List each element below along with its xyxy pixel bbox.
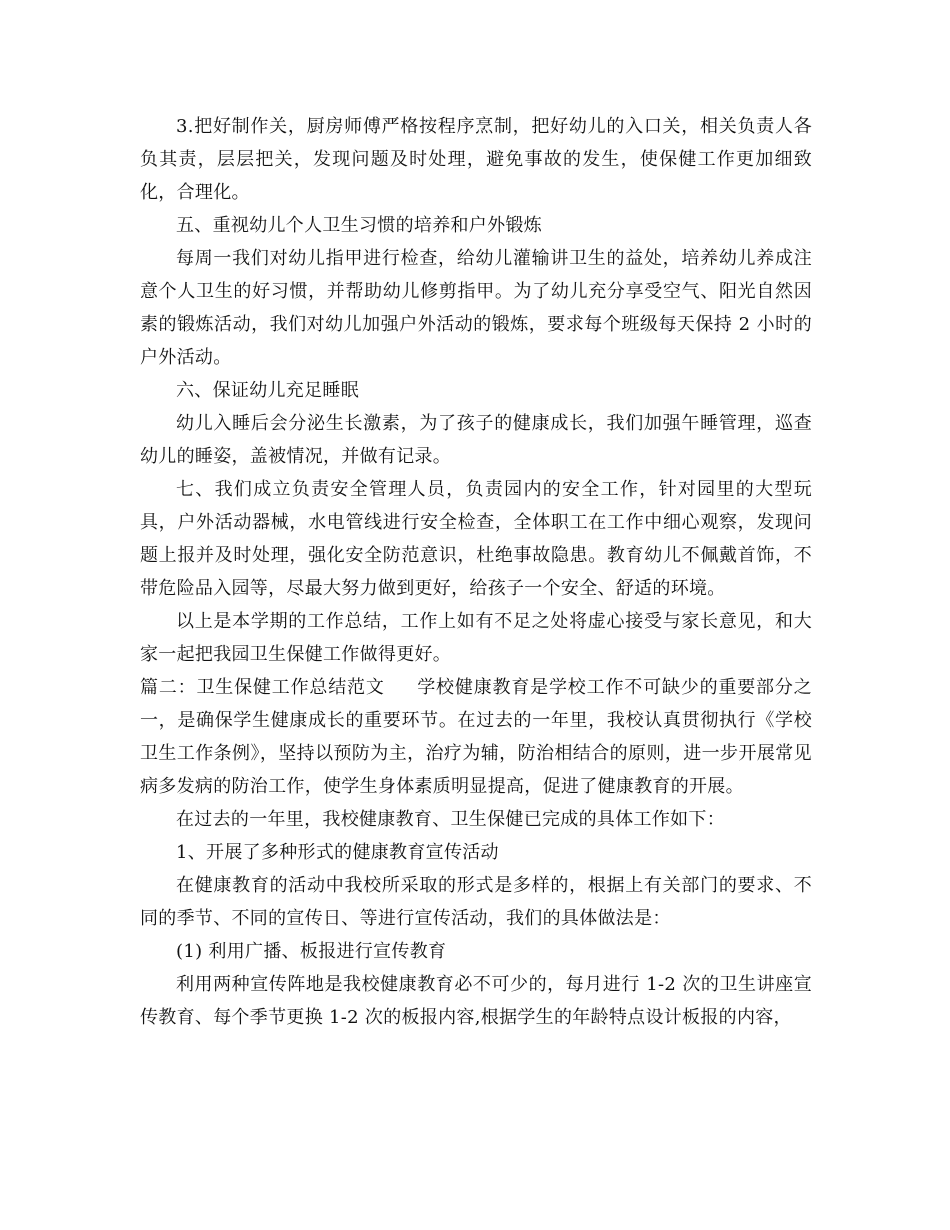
heading-hygiene-habits: 五、重视幼儿个人卫生习惯的培养和户外锻炼 xyxy=(176,215,542,236)
paragraph-safety: 七、我们成立负责安全管理人员，负责园内的安全工作，针对园里的大型玩具，户外活动器械，水电管线进行安全检查，全体职工在工作中细心观察，发现问题上报并及时处理，强化安全防范意识，杜绝事故隐患。教育幼儿不佩戴首饰，不带危险品入园等，尽最大努力做到更好，给孩子一个安全、舒适的环境。 xyxy=(140,479,812,599)
paragraph-conclusion: 以上是本学期的工作总结，工作上如有不足之处将虚心接受与家长意见，和大家一起把我园卫生保健工作做得更好。 xyxy=(140,611,812,665)
heading-sleep: 六、保证幼儿充足睡眠 xyxy=(176,380,359,401)
paragraph-broadcast: 利用两种宣传阵地是我校健康教育必不可少的，每月进行 1-2 次的卫生讲座宣传教育、每个季节更换 1-2 次的板报内容,根据学生的年龄特点设计板报的内容， xyxy=(140,974,812,1028)
section2-paragraph xyxy=(140,671,812,803)
section2-lead: 学校健康教育是学校工作不可缺少的重要部分之一，是确保学生健康成长的重要环节。在过去的一年里，我校认真贯彻执行《学校卫生工作条例》，坚持以预防为主，治疗为辅，防治相结合的原则，进一步开展常见病多发病的防治工作，使学生身体素质明显提高，促进了健康教育的开展。 xyxy=(140,677,812,797)
paragraph-sleep: 幼儿入睡后会分泌生长激素，为了孩子的健康成长，我们加强午睡管理，巡查幼儿的睡姿，盖被情况，并做有记录。 xyxy=(140,413,812,467)
paragraph-publicity: 在健康教育的活动中我校所采取的形式是多样的，根据上有关部门的要求、不同的季节、不同的宣传日、等进行宣传活动，我们的具体做法是： xyxy=(140,875,812,929)
document-body xyxy=(140,110,812,1034)
heading-broadcast: (1) 利用广播、板报进行宣传教育 xyxy=(176,941,447,962)
paragraph-work-done: 在过去的一年里，我校健康教育、卫生保健已完成的具体工作如下： xyxy=(176,809,725,830)
paragraph-production-control: 3.把好制作关，厨房师傅严格按程序烹制，把好幼儿的入口关，相关负责人各负其责，层层把关，发现问题及时处理，避免事故的发生，使保健工作更加细致化，合理化。 xyxy=(140,116,812,203)
paragraph-hygiene-habits: 每周一我们对幼儿指甲进行检查，给幼儿灌输讲卫生的益处，培养幼儿养成注意个人卫生的好习惯，并帮助幼儿修剪指甲。为了幼儿充分享受空气、阳光自然因素的锻炼活动，我们对幼儿加强户外活动的锻炼，要求每个班级每天保持 2 小时的户外活动。 xyxy=(140,248,812,368)
heading-publicity: 1、开展了多种形式的健康教育宣传活动 xyxy=(176,842,499,863)
section2-heading: 篇二：卫生保健工作总结范文 xyxy=(140,677,385,698)
